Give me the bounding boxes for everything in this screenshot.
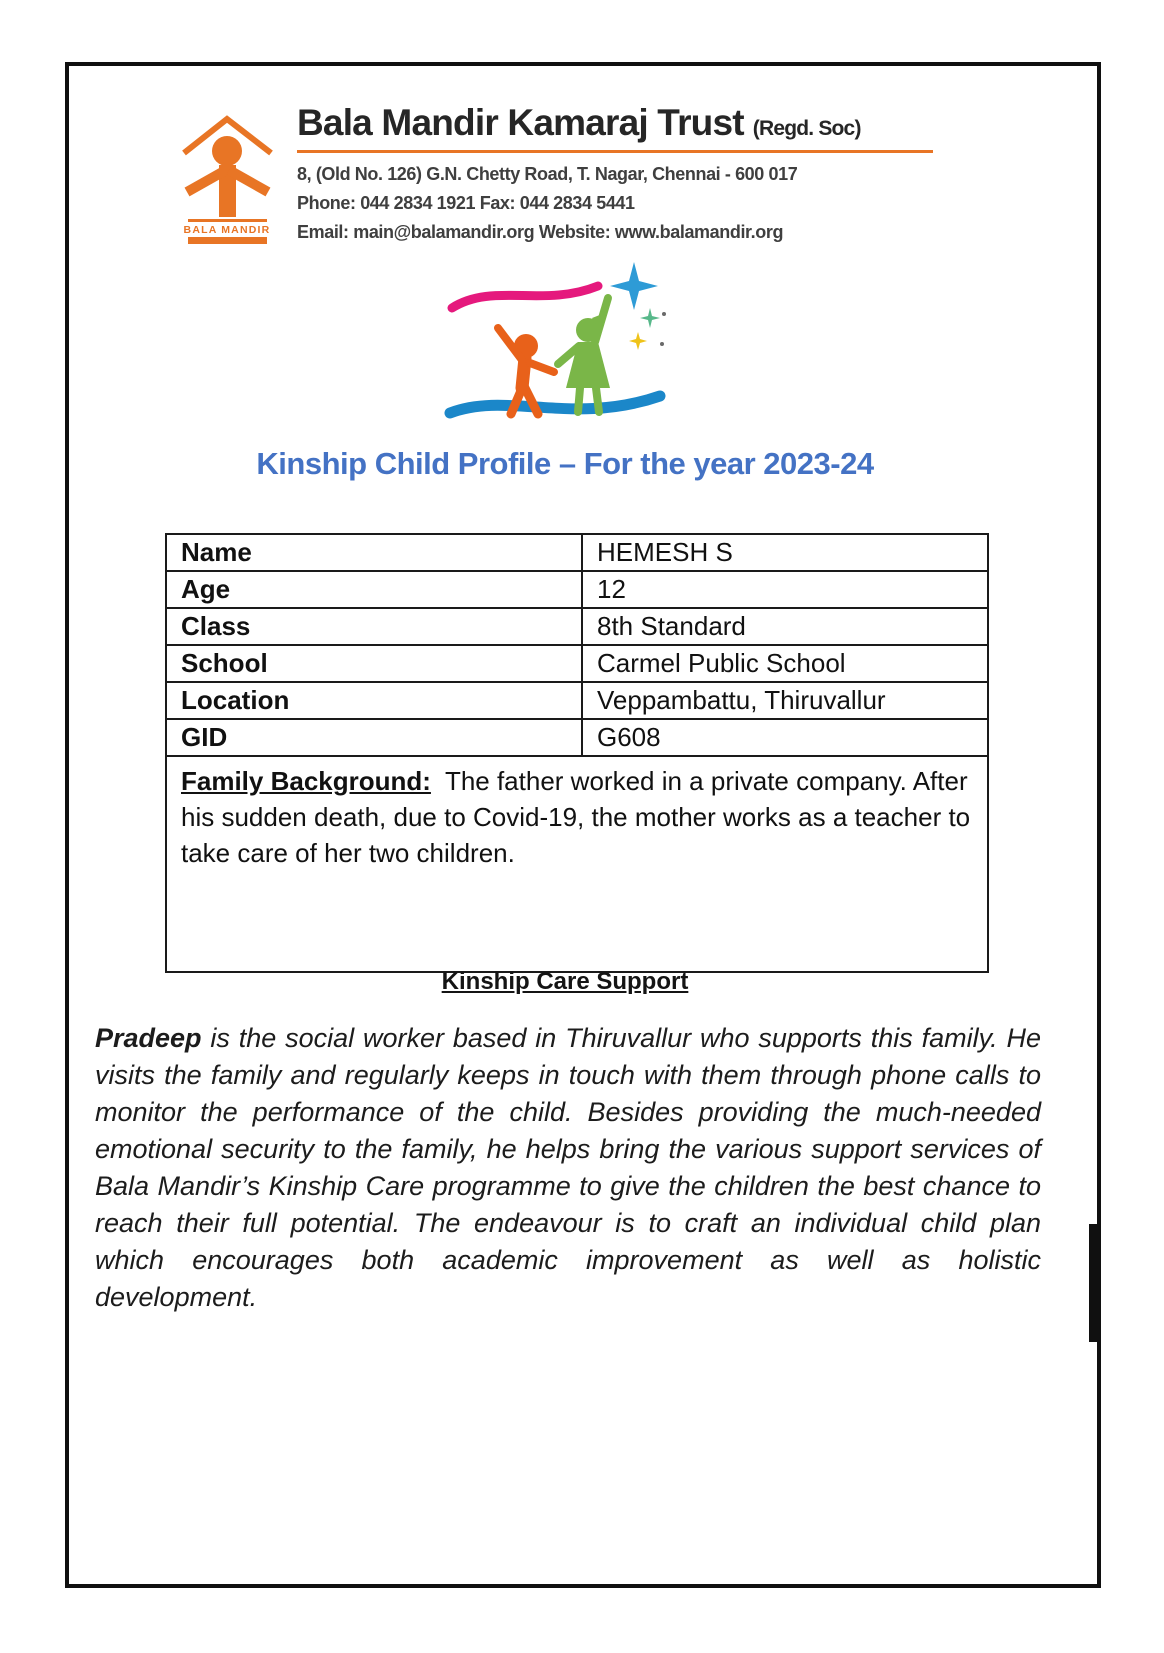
bala-mandir-logo-icon — [180, 106, 275, 246]
row-value: 12 — [582, 571, 988, 608]
row-value: 8th Standard — [582, 608, 988, 645]
section-heading — [65, 968, 1065, 996]
org-suffix: (Regd. Soc) — [752, 117, 861, 140]
family-background-row — [166, 756, 988, 972]
kinship-children-logo-icon — [438, 256, 668, 434]
address-line: 8, (Old No. 126) G.N. Chetty Road, T. Nagar, Chennai - 600 017 — [297, 164, 798, 184]
address-block — [297, 160, 997, 247]
house-person-icon — [180, 106, 275, 246]
page-title: Kinship Child Profile – For the year 2023-24 — [256, 446, 874, 481]
support-paragraph — [95, 1020, 1041, 1316]
scan-artifact-mark — [1089, 1224, 1098, 1342]
social-worker-name: Pradeep — [95, 1023, 202, 1053]
family-background-text: The father worked in a private company. After his sudden death, due to Covid-19, the mother works as a teacher to take care of her two children. — [181, 766, 971, 868]
row-value: HEMESH S — [582, 534, 988, 571]
table-row — [166, 682, 988, 719]
org-name-line — [297, 102, 997, 144]
orange-rule — [297, 150, 933, 153]
phone-fax-line: Phone: 044 2834 1921 Fax: 044 2834 5441 — [297, 193, 635, 213]
support-paragraph-text: is the social worker based in Thiruvallur who supports this family. He visits the family and regularly keeps in touch with them through phone calls to monitor the performance of the child. Besides providing the much-needed emotional security to the family, he helps bring the various support services of Bala Mandir’s Kinship Care programme to give the children the best chance to reach their full potential. The endeavour is to craft an individual child plan which encourages both academic improvement as well as holistic development. — [95, 1023, 1041, 1312]
row-value: Carmel Public School — [582, 645, 988, 682]
org-name: Bala Mandir Kamaraj Trust — [297, 102, 744, 143]
row-label: GID — [166, 719, 582, 756]
row-label: Age — [166, 571, 582, 608]
row-label: School — [166, 645, 582, 682]
table-row — [166, 719, 988, 756]
table-row — [166, 534, 988, 571]
child-profile-table — [165, 533, 989, 973]
row-value: Veppambattu, Thiruvallur — [582, 682, 988, 719]
section-heading-text: Kinship Care Support — [441, 968, 689, 995]
email-website-line: Email: main@balamandir.org Website: www.balamandir.org — [297, 222, 784, 242]
children-stars-icon — [438, 256, 668, 434]
table-row — [166, 645, 988, 682]
letterhead — [297, 102, 997, 247]
family-background-cell — [166, 756, 988, 972]
table-row — [166, 608, 988, 645]
row-label: Location — [166, 682, 582, 719]
family-background-label: Family Background: — [181, 766, 431, 796]
row-label: Name — [166, 534, 582, 571]
logo-caption: BALA MANDIR — [183, 224, 271, 236]
row-value: G608 — [582, 719, 988, 756]
table-row — [166, 571, 988, 608]
row-label: Class — [166, 608, 582, 645]
